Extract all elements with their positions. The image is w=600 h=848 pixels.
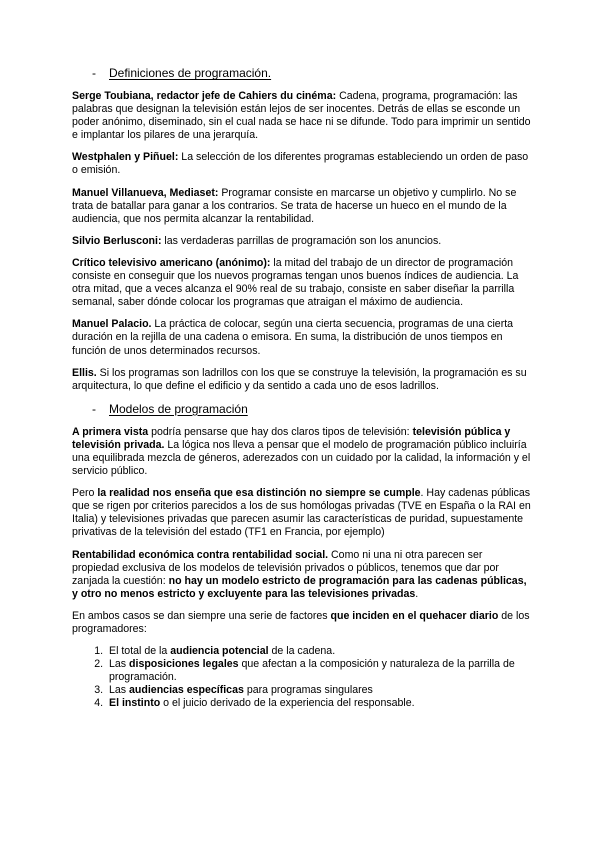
text-run: . Hay cadenas públicas que se rigen por criterios parecidos a los de sus homólogas privadas (TVE en España o la RAI en Italia) y televisiones privadas que parecen asumir las características de puridad, supuestamente privativas de la televisión del estado (TF1 en Francia, por ejemplo) — [72, 487, 531, 539]
bold-run: televisión pública y televisión privada. — [72, 425, 511, 451]
text-run: . — [415, 587, 419, 600]
paragraph — [72, 235, 532, 248]
paragraph — [72, 549, 532, 601]
bold-run: Manuel Palacio. — [72, 318, 152, 331]
paragraph — [72, 487, 532, 539]
list-item — [106, 658, 532, 684]
bold-run: audiencia potencial — [170, 645, 269, 658]
text-run: El total de la — [109, 645, 171, 658]
text-run: La lógica nos lleva a pensar que el modelo de programación público incluiría una equilibrada mezcla de géneros, aderezados con un cuidado por la calidad, la información y el servicio público. — [72, 438, 531, 478]
bold-run: Manuel Villanueva, Mediaset: — [72, 186, 219, 199]
bullet-dash: - — [92, 401, 96, 416]
text-run: Cadena, programa, programación: las palabras que designan la televisión están lejos de ser inocentes. Detrás de ellas se esconde un poder anónimo, diseminado, sin el cual nada se hace ni se difunde. Todo para imprimir un sentido e implantar los pilares de una jerarquía. — [72, 90, 531, 142]
text-run: Si los programas son ladrillos con los que se construye la televisión, la programación es su arquitectura, lo que define el edificio y da sentido a cada uno de esos ladrillos. — [72, 366, 527, 392]
section-title: Definiciones de programación. — [109, 66, 272, 80]
list-item — [106, 697, 532, 710]
models-body — [72, 426, 532, 636]
bold-run: Rentabilidad económica contra rentabilidad social. — [72, 548, 329, 561]
bold-run: Ellis. — [72, 366, 97, 379]
text-run: Las — [109, 658, 130, 671]
paragraph — [72, 318, 532, 357]
paragraph — [72, 187, 532, 226]
factors-list — [72, 645, 532, 710]
bullet-dash: - — [92, 66, 96, 80]
bold-run: que inciden en el quehacer diario — [330, 609, 499, 622]
text-run: Las — [109, 684, 130, 697]
section-heading-definiciones — [92, 66, 532, 81]
bold-run: Serge Toubiana, redactor jefe de Cahiers du cinéma: — [72, 90, 337, 102]
list-item — [106, 645, 532, 658]
section-heading-modelos — [92, 402, 532, 417]
bold-run: no hay un modelo estricto de programación para las cadenas públicas, y otro no menos estricto y excluyente para las televisiones privadas — [72, 574, 527, 600]
bold-run: A primera vista — [72, 425, 149, 438]
text-run: las verdaderas parrillas de programación son los anuncios. — [161, 234, 442, 247]
paragraph — [72, 426, 532, 478]
definitions-body — [72, 90, 532, 393]
bold-run: la realidad nos enseña que esa distinción no siempre se cumple — [97, 487, 421, 500]
text-run: la mitad del trabajo de un director de programación consiste en conseguir que los nuevos programas tengan unos buenos índices de audiencia. La otra mitad, que a veces alcanza el 90% real de su trabajo, consiste en saber diseñar la parrilla semanal, saber dónde colocar los programas que atraigan el máximo de audiencia. — [72, 256, 519, 309]
bold-run: Crítico televisivo americano (anónimo): — [72, 256, 271, 269]
text-run: podría pensarse que hay dos claros tipos de televisión: — [148, 425, 413, 438]
bold-run: audiencias específicas — [129, 684, 244, 697]
text-run: En ambos casos se dan siempre una serie de factores — [72, 609, 331, 622]
text-run: Programar consiste en marcarse un objetivo y cumplirlo. No se trata de batallar para ganar a los contrarios. Se trata de hacerse un hueco en el mundo de la audiencia, que nos permita alcanzar la rentabilidad. — [72, 186, 517, 225]
section-title: Modelos de programación — [109, 401, 248, 416]
bold-run: El instinto — [109, 697, 161, 710]
paragraph — [72, 257, 532, 309]
bold-run: Westphalen y Piñuel: — [72, 151, 179, 164]
text-run: Pero — [72, 487, 98, 500]
bold-run: disposiciones legales — [129, 658, 239, 671]
text-run: La selección de los diferentes programas estableciendo un orden de paso o emisión. — [72, 151, 529, 177]
text-run: que afectan a la composición y naturaleza de la parrilla de programación. — [109, 658, 515, 684]
text-run: para programas singulares — [243, 684, 373, 697]
text-run: de la cadena. — [268, 645, 336, 658]
paragraph — [72, 367, 532, 393]
text-run: La práctica de colocar, según una cierta secuencia, programas de una cierta duración en la rejilla de una cadena o emisora. En suma, la distribución de unos tiempos en función de unos determinados recursos. — [72, 318, 514, 357]
text-run: de los programadores: — [72, 609, 530, 635]
bold-run: Silvio Berlusconi: — [72, 234, 162, 247]
text-run: Como ni una ni otra parecen ser propiedad exclusiva de los modelos de televisión privados o públicos, tenemos que dar por zanjada la cuestión: — [72, 548, 499, 587]
paragraph — [72, 90, 532, 142]
text-run: o el juicio derivado de la experiencia del responsable. — [160, 697, 415, 710]
paragraph — [72, 610, 532, 636]
paragraph — [72, 151, 532, 177]
list-item — [106, 684, 532, 697]
